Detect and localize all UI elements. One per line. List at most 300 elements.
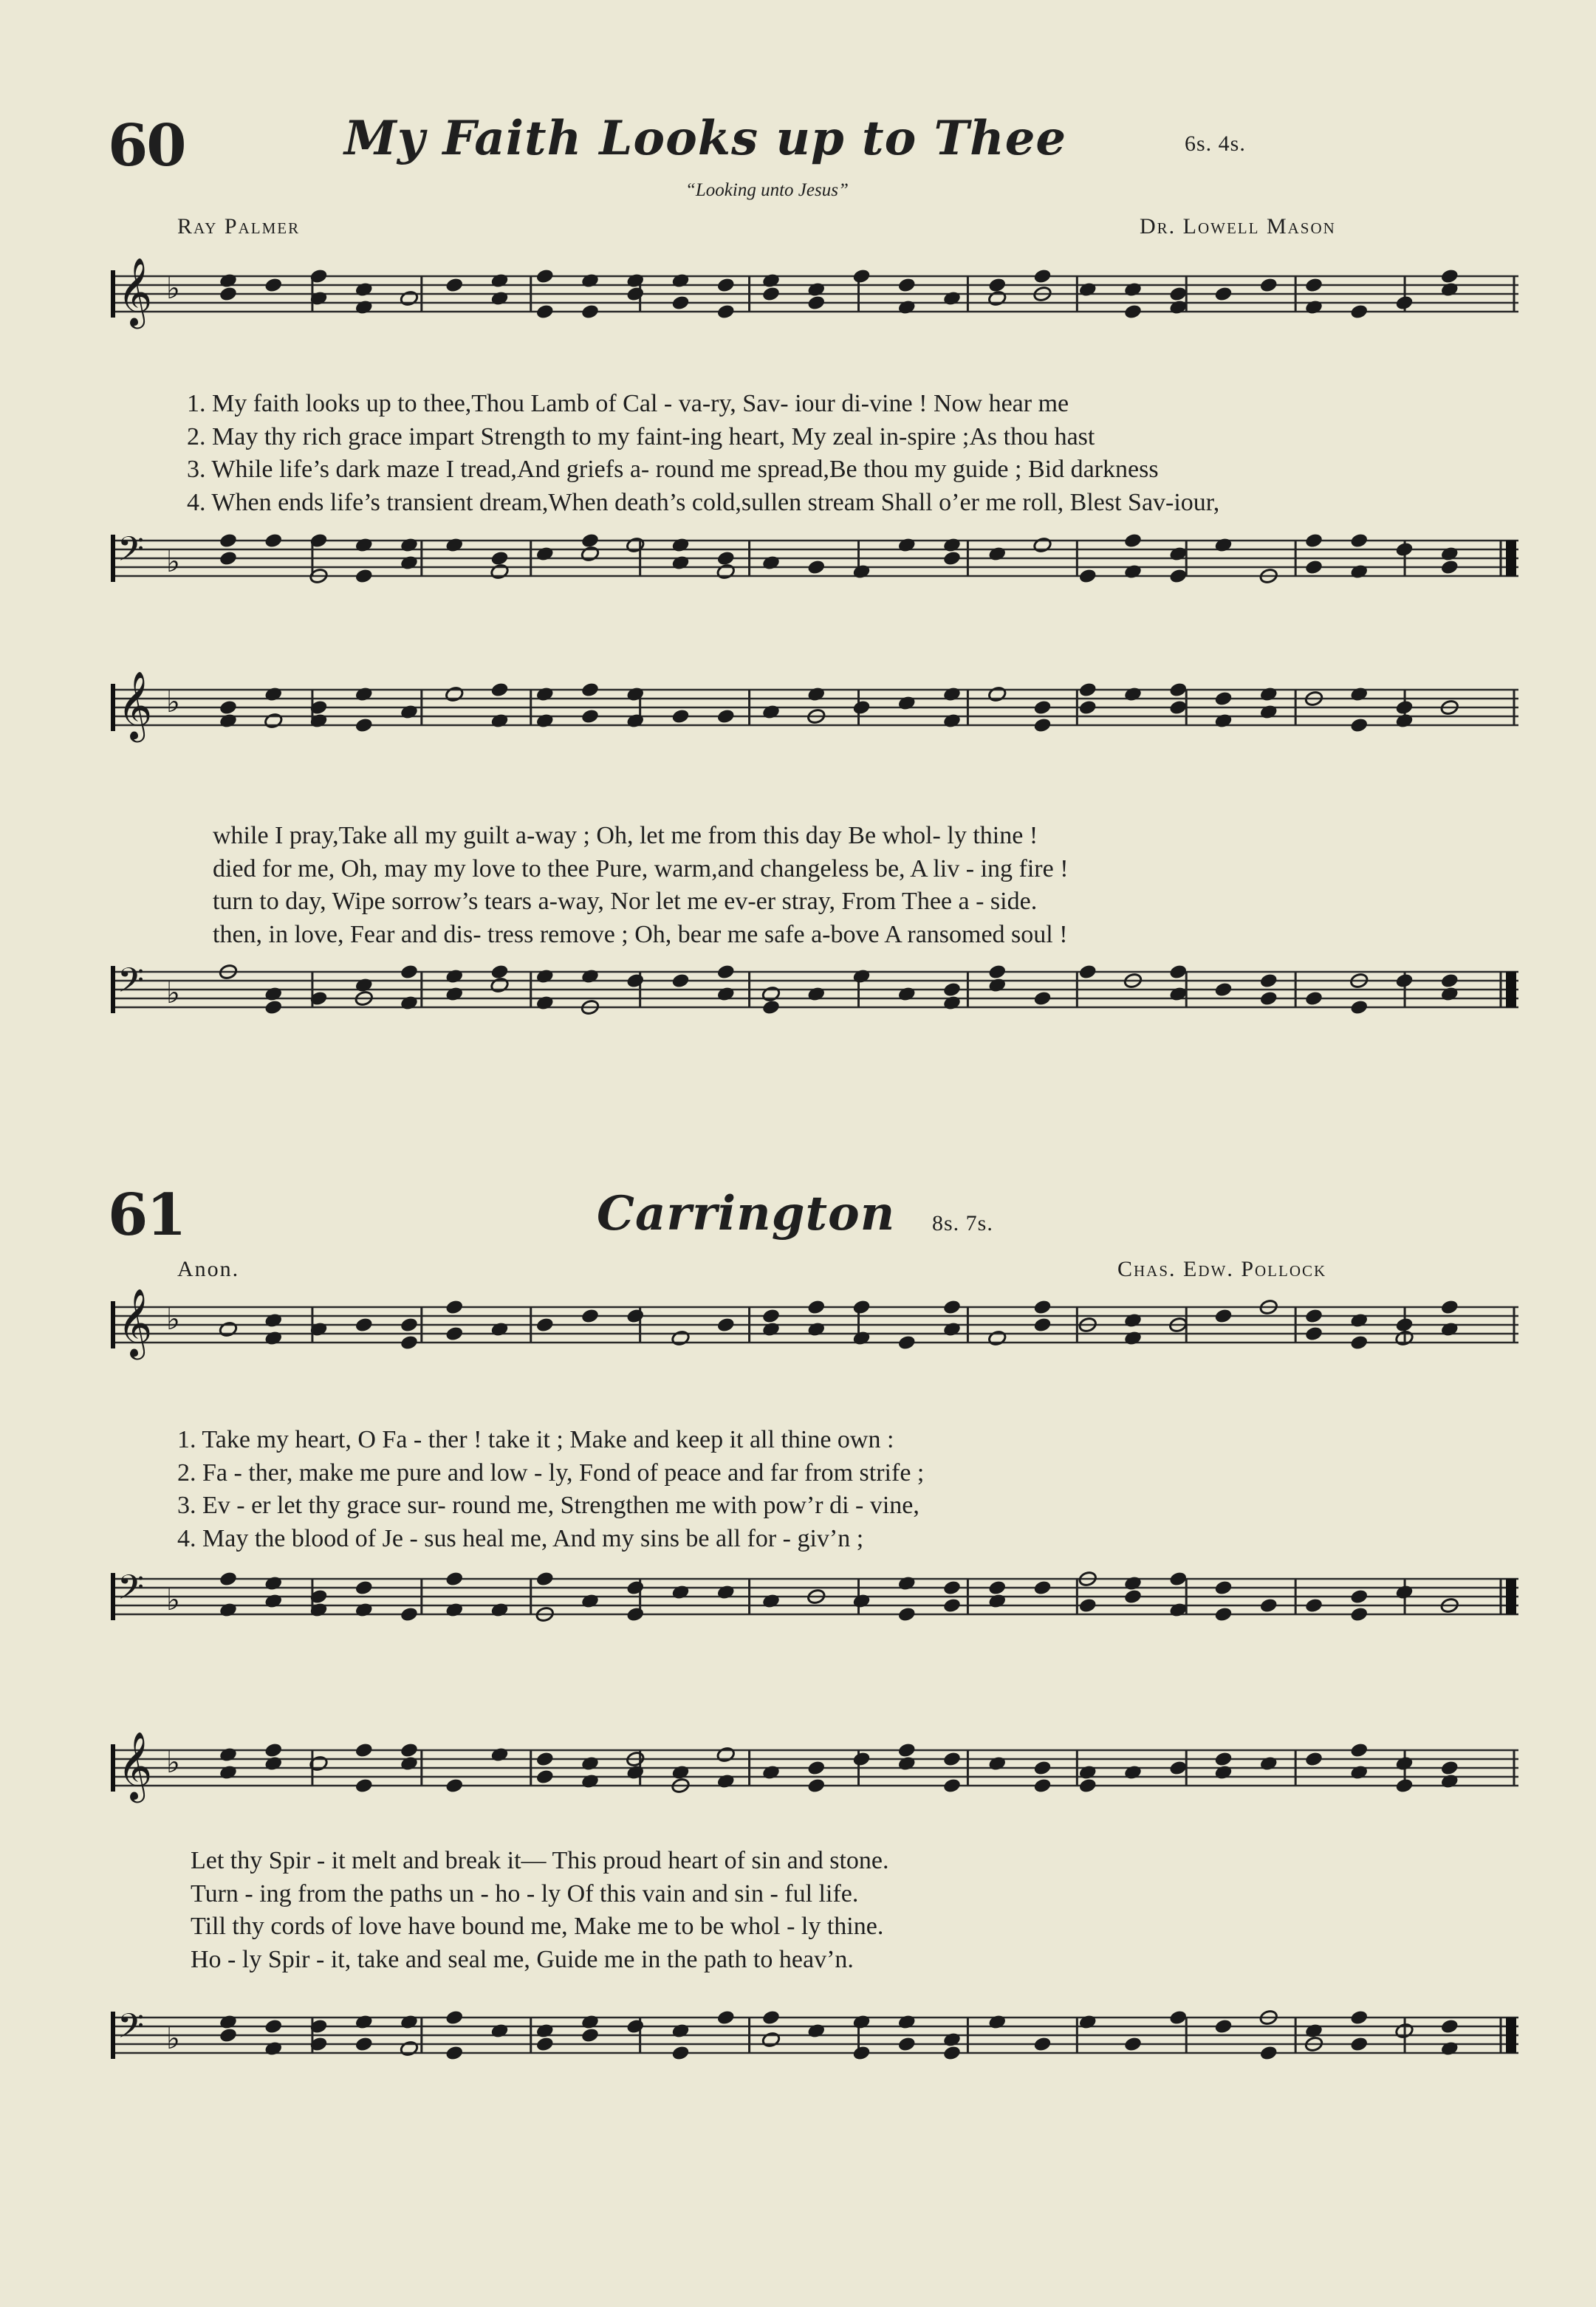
note-head (580, 968, 600, 985)
music-system-bass (107, 2003, 1521, 2128)
note-head (942, 981, 962, 998)
hymn-lyrics-stanzas (191, 1845, 889, 1976)
note-head (942, 1580, 962, 1597)
hymn-number: 61 (108, 1182, 185, 1249)
note-head (264, 1593, 283, 1610)
note-head (1349, 1312, 1369, 1329)
note-head (1168, 1602, 1188, 1619)
note-head (1078, 699, 1097, 716)
note-head (1123, 1312, 1143, 1329)
note-head (1213, 286, 1233, 303)
note-head (535, 713, 555, 730)
note-head (1213, 1606, 1233, 1623)
hymn-author: Anon. (177, 1257, 240, 1281)
note-head (1213, 690, 1233, 707)
note-head (400, 555, 419, 572)
note-head (219, 532, 238, 549)
note-head (1349, 2009, 1369, 2026)
note-head (1123, 1588, 1143, 1605)
lyric-line: 3. While life’s dark maze I tread,And griefs a- round me spread,Be thou my guide ; Bid darkness (187, 456, 1159, 483)
note-head (1304, 1308, 1323, 1325)
note-head (942, 713, 962, 730)
note-head (1304, 299, 1323, 316)
note-head (1032, 1760, 1052, 1777)
note-head (1349, 532, 1369, 549)
note-head (1440, 546, 1459, 563)
lyric-line: 1. My faith looks up to thee,Thou Lamb of Cal - va-ry, Sav- iour di-vine ! Now hear me (187, 390, 1069, 417)
lyric-line: Till thy cords of love have bound me, Make me to be whol - ly thine. (191, 1913, 884, 1940)
note-head (355, 537, 374, 554)
note-head (490, 1746, 509, 1763)
note-head (1123, 1575, 1143, 1592)
note-head (445, 1571, 464, 1588)
note-head (445, 277, 464, 294)
note-head (264, 986, 283, 1003)
note-head (355, 299, 374, 316)
note-head (490, 272, 509, 289)
note-head (1213, 1751, 1233, 1768)
note-head (1349, 999, 1369, 1016)
bass-clef-icon: 𝄢 (117, 1568, 145, 1616)
note-head (219, 2014, 238, 2031)
note-head (580, 2027, 600, 2044)
note-head (761, 1321, 781, 1338)
note-head (626, 686, 645, 703)
note-head (1078, 964, 1097, 981)
note-head (580, 546, 600, 563)
note-head (671, 1764, 690, 1781)
note-head (942, 995, 962, 1012)
note-head (355, 2036, 374, 2053)
note-head (626, 286, 645, 303)
note-head (761, 555, 781, 572)
note-head (535, 2036, 555, 2053)
note-head (445, 968, 464, 985)
note-head (852, 2045, 871, 2062)
note-head (445, 2045, 464, 2062)
note-head (761, 704, 781, 721)
note-head (400, 1317, 419, 1334)
note-head (264, 1312, 283, 1329)
note-head (897, 1334, 917, 1351)
note-head (490, 682, 509, 699)
hymn-number: 60 (108, 112, 185, 179)
note-head (897, 1606, 917, 1623)
note-head (671, 708, 690, 725)
note-head (1259, 1597, 1278, 1614)
note-head (852, 2014, 871, 2031)
note-head (355, 1778, 374, 1794)
note-head (1078, 1778, 1097, 1794)
note-head (1168, 299, 1188, 316)
lyric-line: Turn - ing from the paths un - ho - ly Of this vain and sin - ful life. (191, 1879, 859, 1907)
note-head (1168, 986, 1188, 1003)
note-head (1032, 1299, 1052, 1316)
note-head (535, 2023, 555, 2040)
note-head (716, 277, 736, 294)
lyric-line: then, in love, Fear and dis- tress remove ; Oh, bear me safe a-bove A ransomed soul ! (213, 920, 1068, 948)
music-system-treble (107, 257, 1521, 372)
music-system-treble (107, 671, 1521, 786)
note-head (716, 1584, 736, 1601)
note-head (716, 563, 736, 580)
note-head (264, 1742, 283, 1759)
note-head (942, 1778, 962, 1794)
note-head (1304, 559, 1323, 576)
note-head (1394, 973, 1414, 990)
note-head (1123, 2036, 1143, 2053)
flat-icon: ♭ (166, 272, 180, 306)
note-head (852, 968, 871, 985)
note-head (400, 1755, 419, 1772)
note-head (1349, 1606, 1369, 1623)
note-head (897, 986, 917, 1003)
note-head (1440, 1321, 1459, 1338)
note-head (1123, 281, 1143, 298)
note-head (806, 295, 826, 312)
note-head (355, 281, 374, 298)
note-head (806, 986, 826, 1003)
note-head (1440, 2018, 1459, 2035)
note-head (1259, 1755, 1278, 1772)
note-head (761, 1593, 781, 1610)
hymn-meter: 6s. 4s. (1185, 131, 1246, 156)
note-head (1168, 682, 1188, 699)
note-head (852, 268, 871, 285)
note-head (580, 2014, 600, 2031)
lyric-line: died for me, Oh, may my love to thee Pure, warm,and changeless be, A liv - ing fire ! (213, 854, 1069, 882)
note-head (987, 290, 1007, 307)
note-head (219, 1602, 238, 1619)
note-head (942, 2032, 962, 2049)
note-head (987, 1580, 1007, 1597)
note-head (1032, 268, 1052, 285)
note-head (400, 2040, 419, 2057)
lyric-line: Let thy Spir - it melt and break it— This proud heart of sin and stone. (191, 1847, 889, 1874)
note-head (219, 713, 238, 730)
note-head (400, 1742, 419, 1759)
hymn-title: My Faith Looks up to Thee (344, 111, 1067, 166)
note-head (1349, 2036, 1369, 2053)
note-head (897, 1575, 917, 1592)
note-head (445, 986, 464, 1003)
music-system-bass (107, 957, 1521, 1090)
note-head (355, 717, 374, 734)
note-head (716, 550, 736, 567)
note-head (761, 986, 781, 1003)
note-head (490, 550, 509, 567)
note-head (1349, 686, 1369, 703)
note-head (626, 2018, 645, 2035)
note-head (264, 2018, 283, 2035)
note-head (1032, 990, 1052, 1007)
treble-clef-icon: 𝄞 (117, 671, 153, 739)
flat-icon: ♭ (166, 1303, 180, 1337)
note-head (580, 1773, 600, 1790)
note-head (761, 272, 781, 289)
note-head (716, 708, 736, 725)
note-head (1032, 537, 1052, 554)
lyric-line: 1. Take my heart, O Fa - ther ! take it ; Make and keep it all thine own : (177, 1426, 894, 1453)
note-head (942, 1751, 962, 1768)
note-head (219, 1571, 238, 1588)
note-head (987, 1593, 1007, 1610)
music-system-bass (107, 526, 1521, 651)
note-head (1394, 699, 1414, 716)
note-head (490, 977, 509, 994)
note-head (1304, 1751, 1323, 1768)
note-head (1032, 699, 1052, 716)
note-head (626, 713, 645, 730)
note-head (580, 532, 600, 549)
note-head (806, 1778, 826, 1794)
note-head (1078, 2014, 1097, 2031)
note-head (1259, 2045, 1278, 2062)
note-head (1349, 563, 1369, 580)
note-head (1440, 1773, 1459, 1790)
note-head (264, 1575, 283, 1592)
note-head (806, 559, 826, 576)
flat-icon: ♭ (166, 685, 180, 719)
lyric-line: Ho - ly Spir - it, take and seal me, Guide me in the path to heav’n. (191, 1945, 854, 1973)
note-head (355, 568, 374, 585)
treble-clef-icon: 𝄞 (117, 1731, 153, 1800)
note-head (942, 550, 962, 567)
note-head (942, 1299, 962, 1316)
note-head (264, 713, 283, 730)
note-head (400, 2014, 419, 2031)
lyric-line: turn to day, Wipe sorrow’s tears a-way, Nor let me ev-er stray, From Thee a - side. (213, 888, 1038, 915)
note-head (355, 1580, 374, 1597)
note-head (1032, 1778, 1052, 1794)
note-head (1304, 1326, 1323, 1343)
note-head (1168, 699, 1188, 716)
note-head (806, 1299, 826, 1316)
note-head (400, 290, 419, 307)
note-head (580, 1755, 600, 1772)
note-head (806, 1321, 826, 1338)
note-head (716, 986, 736, 1003)
note-head (1123, 304, 1143, 320)
note-head (716, 1773, 736, 1790)
bass-clef-icon: 𝄢 (117, 961, 145, 1009)
note-head (400, 537, 419, 554)
note-head (1304, 1597, 1323, 1614)
lyric-line: 3. Ev - er let thy grace sur- round me, Strengthen me with pow’r di - vine, (177, 1492, 919, 1519)
flat-icon: ♭ (166, 545, 180, 579)
note-head (490, 1321, 509, 1338)
note-head (1213, 981, 1233, 998)
music-system-treble (107, 1288, 1521, 1403)
note-head (897, 299, 917, 316)
note-head (1078, 1597, 1097, 1614)
note-head (400, 1606, 419, 1623)
note-head (1394, 541, 1414, 558)
note-head (535, 995, 555, 1012)
lyric-line: 4. When ends life’s transient dream,When death’s cold,sullen stream Shall o’er me roll, Blest Sav-iour, (187, 488, 1220, 516)
note-head (1168, 2009, 1188, 2026)
hymn-composer: Chas. Edw. Pollock (1117, 1257, 1327, 1281)
note-head (626, 1764, 645, 1781)
note-head (852, 563, 871, 580)
note-head (219, 1321, 238, 1338)
note-head (580, 708, 600, 725)
note-head (490, 713, 509, 730)
note-head (490, 1602, 509, 1619)
note-head (445, 1299, 464, 1316)
note-head (1349, 1742, 1369, 1759)
note-head (626, 1606, 645, 1623)
note-head (535, 968, 555, 985)
note-head (355, 1742, 374, 1759)
note-head (806, 2023, 826, 2040)
note-head (400, 995, 419, 1012)
note-head (671, 973, 690, 990)
hymn-meter: 8s. 7s. (932, 1211, 993, 1235)
note-head (1213, 537, 1233, 554)
note-head (942, 537, 962, 554)
hymn-subtitle: “Looking unto Jesus” (685, 180, 849, 200)
note-head (535, 304, 555, 320)
note-head (219, 286, 238, 303)
note-head (445, 1602, 464, 1619)
note-head (1032, 717, 1052, 734)
note-head (1440, 281, 1459, 298)
note-head (1394, 1755, 1414, 1772)
note-head (942, 686, 962, 703)
note-head (1168, 568, 1188, 585)
note-head (1078, 281, 1097, 298)
note-head (535, 686, 555, 703)
note-head (445, 686, 464, 703)
note-head (716, 1317, 736, 1334)
note-head (1032, 1580, 1052, 1597)
music-system-treble (107, 1731, 1521, 1846)
note-head (626, 973, 645, 990)
note-head (761, 2032, 781, 2049)
hymn-lyrics-stanzas (213, 820, 1069, 951)
note-head (1440, 2040, 1459, 2057)
note-head (806, 686, 826, 703)
note-head (942, 1321, 962, 1338)
bass-clef-icon: 𝄢 (117, 529, 145, 577)
note-head (1213, 713, 1233, 730)
note-head (1349, 1764, 1369, 1781)
note-head (761, 286, 781, 303)
note-head (490, 290, 509, 307)
flat-icon: ♭ (166, 2022, 180, 2056)
note-head (1123, 1330, 1143, 1347)
note-head (942, 290, 962, 307)
lyric-line: while I pray,Take all my guilt a-way ; Oh, let me from this day Be whol- ly thine ! (213, 822, 1038, 849)
note-head (1440, 268, 1459, 285)
note-head (219, 272, 238, 289)
note-head (806, 281, 826, 298)
note-head (1123, 686, 1143, 703)
note-head (355, 2014, 374, 2031)
note-head (1032, 1317, 1052, 1334)
note-head (400, 704, 419, 721)
note-head (264, 532, 283, 549)
note-head (1168, 964, 1188, 981)
note-head (1394, 1778, 1414, 1794)
note-head (897, 1755, 917, 1772)
note-head (716, 304, 736, 320)
note-head (580, 682, 600, 699)
note-head (1440, 559, 1459, 576)
note-head (761, 2009, 781, 2026)
note-head (535, 1571, 555, 1588)
note-head (852, 1751, 871, 1768)
note-head (1394, 713, 1414, 730)
note-head (490, 563, 509, 580)
note-head (1168, 546, 1188, 563)
note-head (264, 1755, 283, 1772)
note-head (897, 2014, 917, 2031)
note-head (535, 1751, 555, 1768)
note-head (580, 272, 600, 289)
note-head (535, 1317, 555, 1334)
note-head (897, 537, 917, 554)
note-head (761, 999, 781, 1016)
note-head (1304, 990, 1323, 1007)
note-head (671, 295, 690, 312)
note-head (535, 1769, 555, 1786)
note-head (219, 699, 238, 716)
note-head (1304, 532, 1323, 549)
note-head (1349, 1588, 1369, 1605)
note-head (1078, 1764, 1097, 1781)
note-head (1213, 1580, 1233, 1597)
note-head (671, 272, 690, 289)
note-head (535, 546, 555, 563)
hymn-lyrics-stanzas (177, 1424, 924, 1555)
note-head (626, 1580, 645, 1597)
note-head (716, 1746, 736, 1763)
note-head (1259, 704, 1278, 721)
note-head (626, 1308, 645, 1325)
hymn-title: Carrington (597, 1186, 896, 1241)
note-head (1394, 1584, 1414, 1601)
note-head (761, 1308, 781, 1325)
note-head (445, 1778, 464, 1794)
note-head (1168, 1760, 1188, 1777)
note-head (626, 537, 645, 554)
treble-clef-icon: 𝄞 (117, 1288, 153, 1357)
note-head (1304, 277, 1323, 294)
note-head (400, 1334, 419, 1351)
note-head (987, 546, 1007, 563)
note-head (671, 2045, 690, 2062)
note-head (1259, 973, 1278, 990)
note-head (1440, 1299, 1459, 1316)
note-head (852, 1593, 871, 1610)
flat-icon: ♭ (166, 1583, 180, 1617)
note-head (490, 964, 509, 981)
flat-icon: ♭ (166, 976, 180, 1010)
note-head (400, 964, 419, 981)
note-head (264, 1330, 283, 1347)
note-head (1213, 1308, 1233, 1325)
note-head (806, 1760, 826, 1777)
note-head (1349, 717, 1369, 734)
note-head (219, 1764, 238, 1781)
note-head (490, 2023, 509, 2040)
note-head (987, 277, 1007, 294)
note-head (580, 1593, 600, 1610)
note-head (445, 1326, 464, 1343)
note-head (942, 2045, 962, 2062)
